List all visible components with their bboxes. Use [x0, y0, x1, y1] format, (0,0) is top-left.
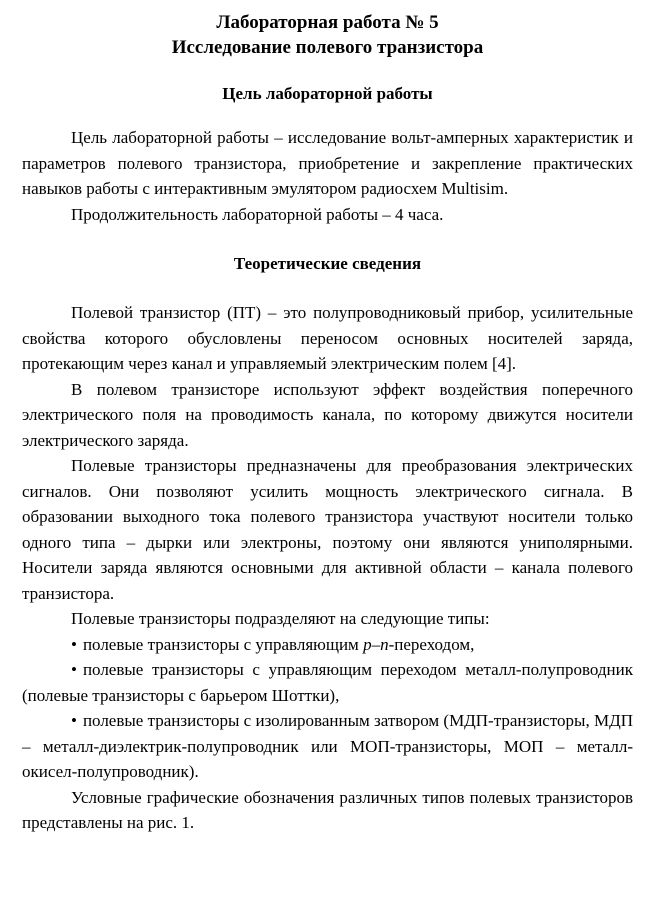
- bullet-text: полевые транзисторы с управляющим переходом металл-полупроводник (полевые транзисторы с барьером Шоттки),: [22, 660, 633, 705]
- document-title-line2: Исследование полевого транзистора: [171, 37, 484, 58]
- theory-paragraph-4: Полевые транзисторы подразделяют на следующие типы:: [71, 609, 490, 628]
- bullet-icon: •: [71, 660, 77, 679]
- theory-paragraph-2: В полевом транзисторе используют эффект воздействия поперечного электрического поля на проводимость канала, по которому движутся носители электрического заряда.: [22, 379, 633, 450]
- theory-paragraph-3: Полевые транзисторы предназначены для преобразования электрических сигналов. Они позволяют усилить мощность электрического сигнала. В образовании выходного тока полевого транзистора участвуют носители только одного типа – дырки или электроны, поэтому они являются униполярными. Носители заряда являются основными для активной области – канала полевого транзистора.: [22, 456, 633, 603]
- bullet-item-insulated-gate: [22, 708, 633, 785]
- bullet-text-italic: p–n: [363, 634, 389, 654]
- document-page: [22, 10, 633, 836]
- bullet-icon: •: [71, 634, 77, 654]
- section-heading-goal: Цель лабораторной работы: [222, 84, 433, 103]
- bullet-text-part1: полевые транзисторы с управляющим: [82, 634, 364, 654]
- bullet-icon: •: [71, 711, 77, 730]
- goal-paragraph: Цель лабораторной работы – исследование вольт-амперных характеристик и параметров полевого транзистора, приобретение и закрепление практических навыков работы с интерактивным эмулятором радиосхем Multisim.: [22, 128, 633, 198]
- section-heading-theory: Теоретические сведения: [233, 254, 422, 273]
- bullet-text: полевые транзисторы с изолированным затвором (МДП-транзисторы, МДП – металл-диэлектрик-полупроводник или МОП-транзисторы, МОП – металл-окисел-полупроводник).: [22, 711, 633, 781]
- bullet-item-pn-junction: [22, 632, 633, 658]
- theory-paragraph-1: Полевой транзистор (ПТ) – это полупроводниковый прибор, усилительные свойства которого обусловлены переносом основных носителей заряда, протекающим через канал и управляемый электрическим полем [4].: [22, 303, 633, 373]
- duration-paragraph: Продолжительность лабораторной работы – 4 часа.: [71, 204, 444, 224]
- theory-paragraph-5: Условные графические обозначения различных типов полевых транзисторов представлены на рис. 1.: [22, 787, 633, 832]
- document-title-line1: Лабораторная работа № 5: [216, 12, 439, 33]
- bullet-item-schottky: [22, 657, 633, 708]
- bullet-text-part2: -переходом,: [388, 634, 475, 654]
